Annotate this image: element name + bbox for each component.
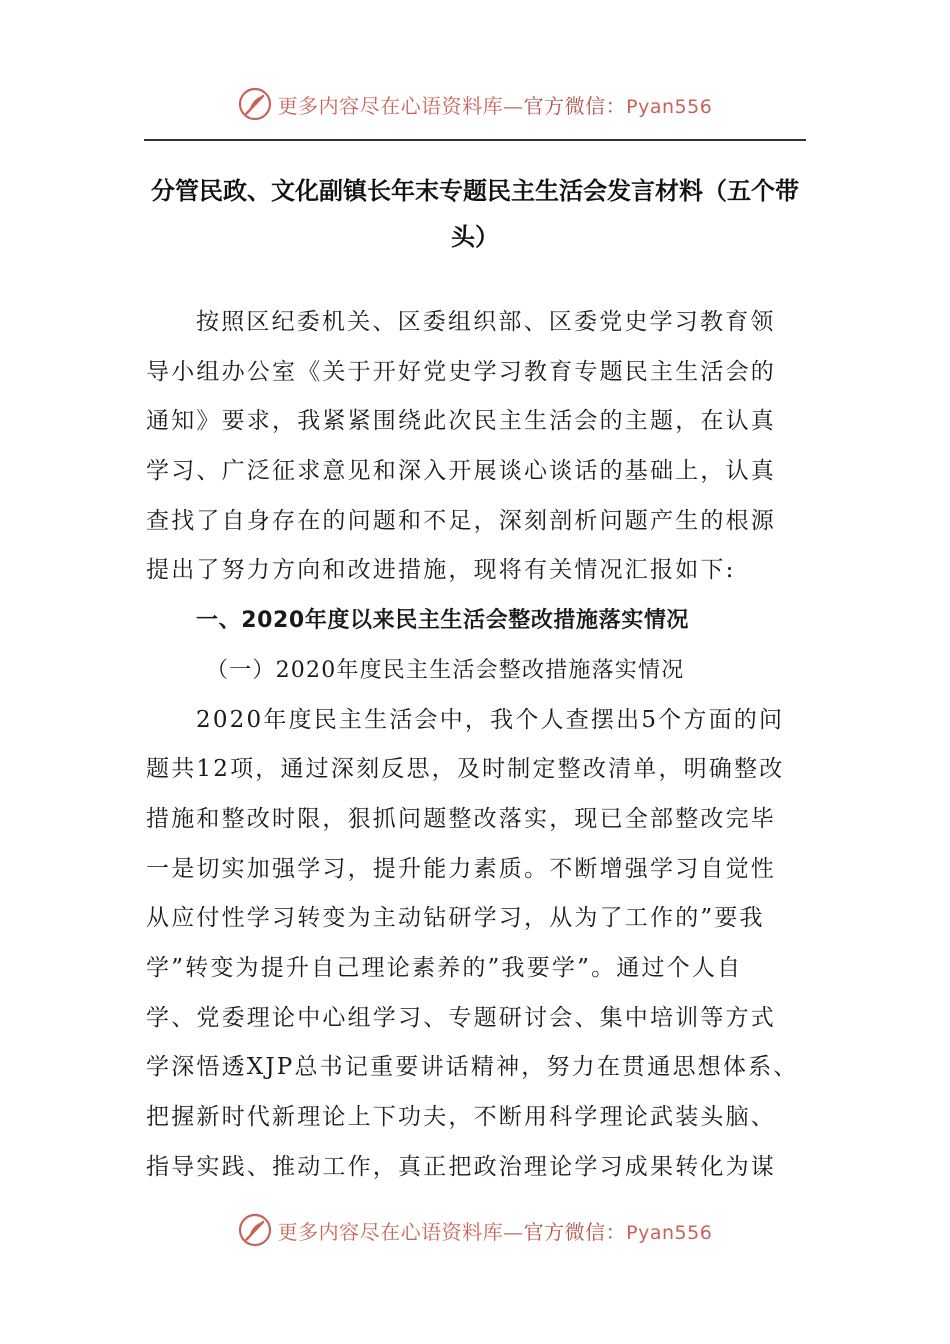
body-line: 查找了自身存在的问题和不足，深刻剖析问题产生的根源 bbox=[146, 507, 776, 534]
body-line: 提出了努力方向和改进措施，现将有关情况汇报如下: bbox=[146, 557, 736, 584]
banner-wechat-label: 官方微信： bbox=[523, 1219, 627, 1244]
body-line: 把握新时代新理论上下功夫，不断用科学理论武装头脑、 bbox=[146, 1104, 776, 1130]
body-line: 题共12项，通过深刻反思，及时制定整改清单，明确整改 bbox=[146, 756, 785, 783]
footer-banner bbox=[0, 1210, 950, 1250]
body-line: 学习、广泛征求意见和深入开展谈心谈话的基础上，认真 bbox=[146, 458, 776, 485]
body-line: 措施和整改时限，狠抓问题整改落实，现已全部整改完毕 bbox=[146, 805, 776, 832]
body-line: 学、党委理论中心组学习、专题研讨会、集中培训等方式 bbox=[146, 1004, 776, 1031]
banner-wechat-id: Pyan556 bbox=[626, 95, 713, 118]
banner-wechat-id: Pyan556 bbox=[626, 1221, 713, 1244]
banner-main-text: 更多内容尽在心语资料库 bbox=[277, 93, 504, 118]
body-line: 指导实践、推动工作，真正把政治理论学习成果转化为谋 bbox=[146, 1153, 776, 1180]
quill-logo-icon bbox=[238, 1213, 272, 1247]
body-line: 学深悟透XJP总书记重要讲话精神，努力在贯通思想体系、 bbox=[146, 1054, 799, 1081]
body-line: 导小组办公室《关于开好党史学习教育专题民主生活会的 bbox=[146, 358, 776, 385]
document-body bbox=[146, 298, 806, 1192]
body-line: 一是切实加强学习，提升能力素质。不断增强学习自觉性 bbox=[146, 855, 776, 882]
header-banner bbox=[0, 84, 950, 124]
banner-main-text: 更多内容尽在心语资料库 bbox=[277, 1219, 504, 1244]
quill-logo-icon bbox=[238, 87, 272, 121]
body-line: 2020年度民主生活会中，我个人查摆出5个方面的问 bbox=[196, 706, 785, 733]
banner-text bbox=[278, 90, 713, 119]
header-divider bbox=[144, 139, 806, 141]
body-line: 学”转变为提升自己理论素养的”我要学”。通过个人自 bbox=[146, 954, 743, 981]
banner-dash: — bbox=[503, 1219, 524, 1244]
body-line: 从应付性学习转变为主动钻研学习，从为了工作的”要我 bbox=[146, 905, 765, 932]
section-heading: 一、2020年度以来民主生活会整改措施落实情况 bbox=[196, 608, 690, 634]
subsection-heading: （一）2020年度民主生活会整改措施落实情况 bbox=[206, 657, 685, 683]
banner-text bbox=[278, 1216, 713, 1245]
body-line: 通知》要求，我紧紧围绕此次民主生活会的主题，在认真 bbox=[146, 408, 776, 435]
body-line: 按照区纪委机关、区委组织部、区委党史学习教育领 bbox=[196, 309, 776, 335]
document-title: 分管民政、文化副镇长年末专题民主生活会发言材料（五个带头） bbox=[151, 177, 799, 251]
banner-dash: — bbox=[503, 93, 524, 118]
banner-wechat-label: 官方微信： bbox=[523, 93, 627, 118]
